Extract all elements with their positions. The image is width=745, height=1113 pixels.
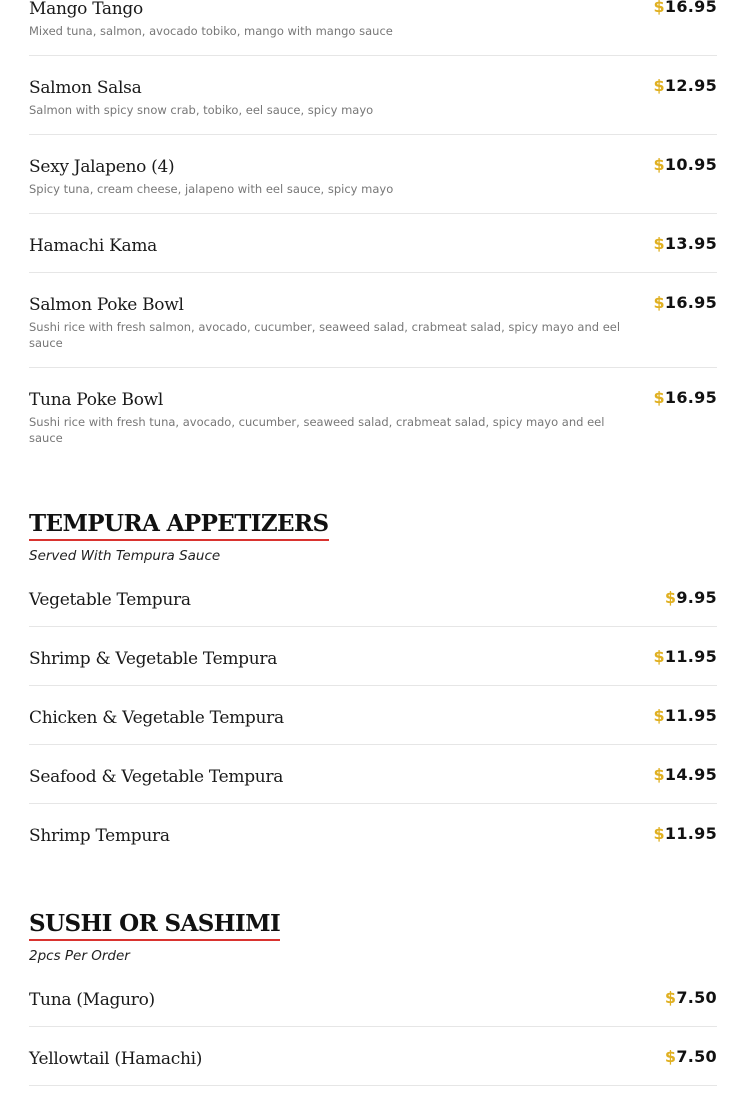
item-description: Sushi rice with fresh salmon, avocado, cucumber, seaweed salad, crabmeat salad, spicy mayo and eel sauce bbox=[29, 320, 621, 350]
menu-item-yellowtail-hamachi[interactable] bbox=[29, 1027, 717, 1086]
item-price bbox=[653, 155, 717, 174]
section-title: TEMPURA APPETIZERS bbox=[29, 510, 329, 541]
menu-item-shrimp-vegetable-tempura[interactable] bbox=[29, 627, 717, 686]
item-price bbox=[653, 706, 717, 725]
item-name: Mango Tango bbox=[29, 0, 143, 19]
currency-symbol: $ bbox=[653, 76, 665, 95]
price-value: 12.95 bbox=[664, 76, 717, 95]
currency-symbol: $ bbox=[653, 706, 665, 725]
currency-symbol: $ bbox=[653, 765, 665, 784]
price-value: 16.95 bbox=[664, 293, 717, 312]
item-name: Hamachi Kama bbox=[29, 236, 158, 256]
price-value: 16.95 bbox=[664, 0, 717, 16]
menu-item-shrimp-tempura[interactable] bbox=[29, 804, 717, 862]
price-value: 7.50 bbox=[676, 988, 717, 1007]
menu-item-hamachi-kama[interactable] bbox=[29, 214, 717, 273]
item-name: Salmon Poke Bowl bbox=[29, 295, 184, 315]
menu-item-sexy-jalapeno[interactable] bbox=[29, 135, 717, 214]
item-name: Sexy Jalapeno (4) bbox=[29, 157, 175, 177]
currency-symbol: $ bbox=[653, 234, 665, 253]
currency-symbol: $ bbox=[653, 155, 665, 174]
menu-item-salmon-salsa[interactable] bbox=[29, 56, 717, 135]
item-price bbox=[653, 388, 717, 407]
item-description: Spicy tuna, cream cheese, jalapeno with eel sauce, spicy mayo bbox=[29, 182, 394, 196]
item-price bbox=[653, 76, 717, 95]
section-subtitle: 2pcs Per Order bbox=[29, 948, 130, 964]
price-value: 11.95 bbox=[664, 824, 717, 843]
menu-item-tuna-poke-bowl[interactable] bbox=[29, 368, 717, 462]
item-price bbox=[653, 0, 717, 16]
menu-item-vegetable-tempura[interactable] bbox=[29, 568, 717, 627]
menu-item-seafood-vegetable-tempura[interactable] bbox=[29, 745, 717, 804]
item-price bbox=[665, 1047, 717, 1066]
currency-symbol: $ bbox=[653, 388, 665, 407]
item-name: Salmon Salsa bbox=[29, 78, 142, 98]
price-value: 11.95 bbox=[664, 706, 717, 725]
price-value: 14.95 bbox=[664, 765, 717, 784]
menu-item-chicken-vegetable-tempura[interactable] bbox=[29, 686, 717, 745]
item-name: Shrimp & Vegetable Tempura bbox=[29, 649, 278, 669]
item-description: Salmon with spicy snow crab, tobiko, eel sauce, spicy mayo bbox=[29, 103, 374, 117]
item-description: Mixed tuna, salmon, avocado tobiko, mango with mango sauce bbox=[29, 24, 393, 38]
item-price bbox=[653, 293, 717, 312]
item-name: Shrimp Tempura bbox=[29, 826, 170, 846]
item-price bbox=[665, 988, 717, 1007]
item-name: Chicken & Vegetable Tempura bbox=[29, 708, 284, 728]
item-price bbox=[653, 234, 717, 253]
price-value: 16.95 bbox=[664, 388, 717, 407]
section-header-tempura bbox=[29, 510, 717, 564]
item-price bbox=[653, 647, 717, 666]
section-title: SUSHI OR SASHIMI bbox=[29, 910, 280, 941]
price-value: 10.95 bbox=[664, 155, 717, 174]
currency-symbol: $ bbox=[664, 988, 677, 1007]
section-subtitle: Served With Tempura Sauce bbox=[29, 548, 221, 564]
item-name: Tuna Poke Bowl bbox=[29, 390, 164, 410]
item-price bbox=[665, 588, 717, 607]
currency-symbol: $ bbox=[653, 824, 665, 843]
item-price bbox=[653, 765, 717, 784]
item-name: Tuna (Maguro) bbox=[29, 990, 155, 1010]
section-header-sushi bbox=[29, 910, 717, 964]
currency-symbol: $ bbox=[664, 588, 677, 607]
price-value: 9.95 bbox=[676, 588, 717, 607]
item-name: Vegetable Tempura bbox=[29, 590, 191, 610]
price-value: 11.95 bbox=[664, 647, 717, 666]
menu-list bbox=[29, 0, 717, 1086]
item-name: Yellowtail (Hamachi) bbox=[29, 1049, 203, 1069]
menu-item-tuna-maguro[interactable] bbox=[29, 968, 717, 1027]
menu-item-salmon-poke-bowl[interactable] bbox=[29, 273, 717, 368]
currency-symbol: $ bbox=[653, 0, 665, 16]
currency-symbol: $ bbox=[664, 1047, 677, 1066]
menu-item-mango-tango[interactable] bbox=[29, 0, 717, 56]
item-name: Seafood & Vegetable Tempura bbox=[29, 767, 284, 787]
item-description: Sushi rice with fresh tuna, avocado, cucumber, seaweed salad, crabmeat salad, spicy mayo and eel sauce bbox=[29, 415, 605, 445]
currency-symbol: $ bbox=[653, 647, 665, 666]
price-value: 7.50 bbox=[676, 1047, 717, 1066]
item-price bbox=[653, 824, 717, 843]
price-value: 13.95 bbox=[664, 234, 717, 253]
currency-symbol: $ bbox=[653, 293, 665, 312]
